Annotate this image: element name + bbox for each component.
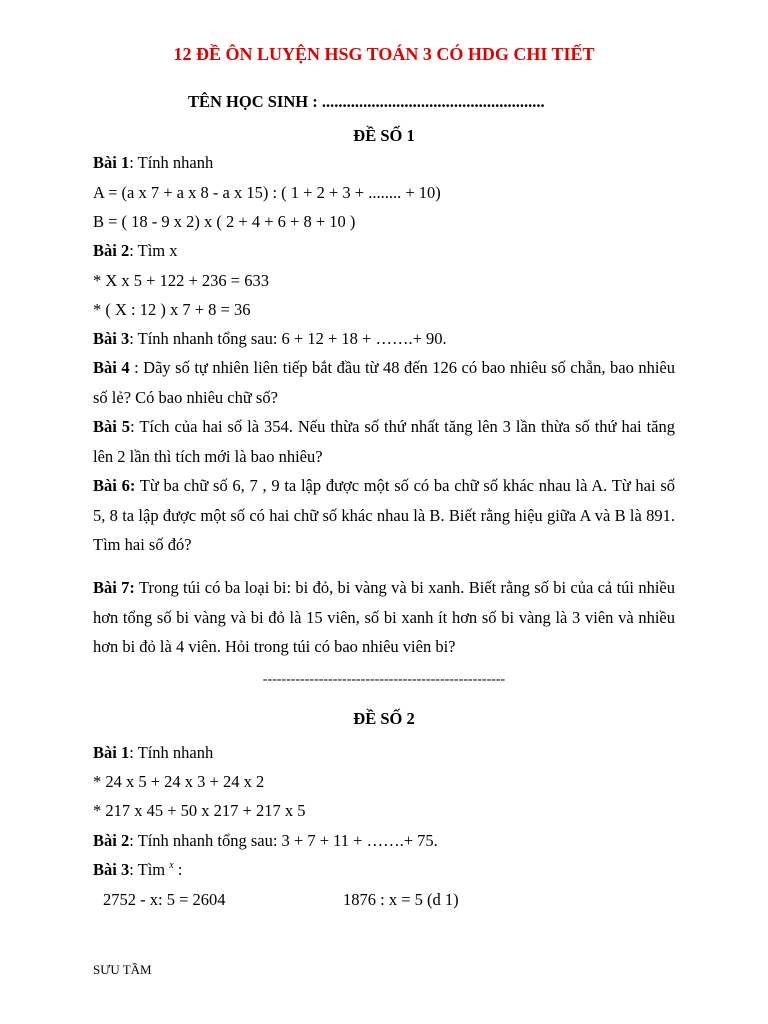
de1-bai7-text: Trong túi có ba loại bi: bi đỏ, bi vàng và bi xanh. Biết rằng số bi của cả túi nhiều hơn tổng số bi vàng và bi đỏ là 15 viên, số bi xanh ít hơn số bi vàng là 3 viên và nhiều hơn bi đỏ là 4 viên. Hỏi trong túi có bao nhiêu viên bi?	[93, 578, 675, 656]
de2-bai3-text-pre: : Tìm	[129, 860, 170, 879]
de2-bai2-label: Bài 2	[93, 831, 130, 850]
de2-bai2-text: : Tính nhanh tổng sau: 3 + 7 + 11 + …….+ 75.	[129, 831, 438, 850]
de1-bai6	[93, 471, 675, 560]
de1-bai3-text: : Tính nhanh tổng sau: 6 + 12 + 18 + …….+ 90.	[129, 329, 447, 348]
de1-bai2-label: Bài 2	[93, 241, 130, 260]
de1-bai6-label: Bài 6:	[93, 476, 136, 495]
de1-bai4-text: : Dãy số tự nhiên liên tiếp bắt đầu từ 48 đến 126 có bao nhiêu số chẵn, bao nhiêu số lẻ? Có bao nhiêu chữ số?	[93, 358, 675, 407]
de2-bai3	[93, 855, 678, 887]
de2-bai2	[93, 826, 678, 855]
de1-bai2-text: : Tìm x	[129, 241, 178, 260]
de2-bai3-text-post: :	[173, 860, 183, 879]
de1-bai1-b: B = ( 18 - 9 x 2) x ( 2 + 4 + 6 + 8 + 10 )	[93, 212, 356, 231]
de2-bai1	[93, 738, 678, 767]
de1-bai1	[93, 148, 678, 177]
de1-bai4-label: Bài 4	[93, 358, 130, 377]
de2-bai3-equations	[103, 885, 688, 914]
footer-text: SƯU TẦM	[93, 962, 152, 977]
de1-bai2-eq2: * ( X : 12 ) x 7 + 8 = 36	[93, 300, 251, 319]
de1-bai5	[93, 412, 675, 471]
de2-bai1-eq1: * 24 x 5 + 24 x 3 + 24 x 2	[93, 772, 265, 791]
de2-bai1-label: Bài 1	[93, 743, 130, 762]
section-separator: ----------------------------------------------------	[262, 672, 506, 687]
de1-bai7	[93, 573, 675, 662]
de1-bai4	[93, 353, 675, 412]
de1-bai2	[93, 236, 678, 265]
de2-bai3-eq1: 2752 - x: 5 = 2604	[103, 890, 226, 909]
de1-bai1-label: Bài 1	[93, 153, 130, 172]
student-name-line: TÊN HỌC SINH : ......................................................	[188, 92, 545, 111]
de1-bai3	[93, 324, 678, 353]
de1-bai5-text: : Tích của hai số là 354. Nếu thừa số thứ nhất tăng lên 3 lần thừa số thứ hai tăng lên 2 lần thì tích mới là bao nhiêu?	[93, 417, 675, 466]
de1-bai7-label: Bài 7:	[93, 578, 135, 597]
de1-heading: ĐỀ SỐ 1	[353, 126, 415, 145]
de1-bai6-text: Từ ba chữ số 6, 7 , 9 ta lập được một số có ba chữ số khác nhau là A. Từ hai số 5, 8 ta lập được một số có hai chữ số khác nhau là B. Biết rằng hiệu giữa A và B là 891. Tìm hai số đó?	[93, 476, 675, 554]
document-title: 12 ĐỀ ÔN LUYỆN HSG TOÁN 3 CÓ HDG CHI TIẾT	[173, 44, 595, 64]
de1-bai5-label: Bài 5	[93, 417, 131, 436]
de2-bai3-variable: x	[169, 860, 174, 871]
de2-bai3-eq2: 1876 : x = 5 (d 1)	[343, 890, 459, 909]
de1-bai1-text: : Tính nhanh	[129, 153, 214, 172]
de2-bai1-eq2: * 217 x 45 + 50 x 217 + 217 x 5	[93, 801, 306, 820]
de2-heading: ĐỀ SỐ 2	[353, 709, 415, 728]
de2-bai3-label: Bài 3	[93, 860, 130, 879]
de1-bai2-eq1: * X x 5 + 122 + 236 = 633	[93, 271, 269, 290]
de1-bai3-label: Bài 3	[93, 329, 130, 348]
de1-bai1-a: A = (a x 7 + a x 8 - a x 15) : ( 1 + 2 + 3 + ........ + 10)	[93, 183, 441, 202]
de2-bai1-text: : Tính nhanh	[129, 743, 214, 762]
